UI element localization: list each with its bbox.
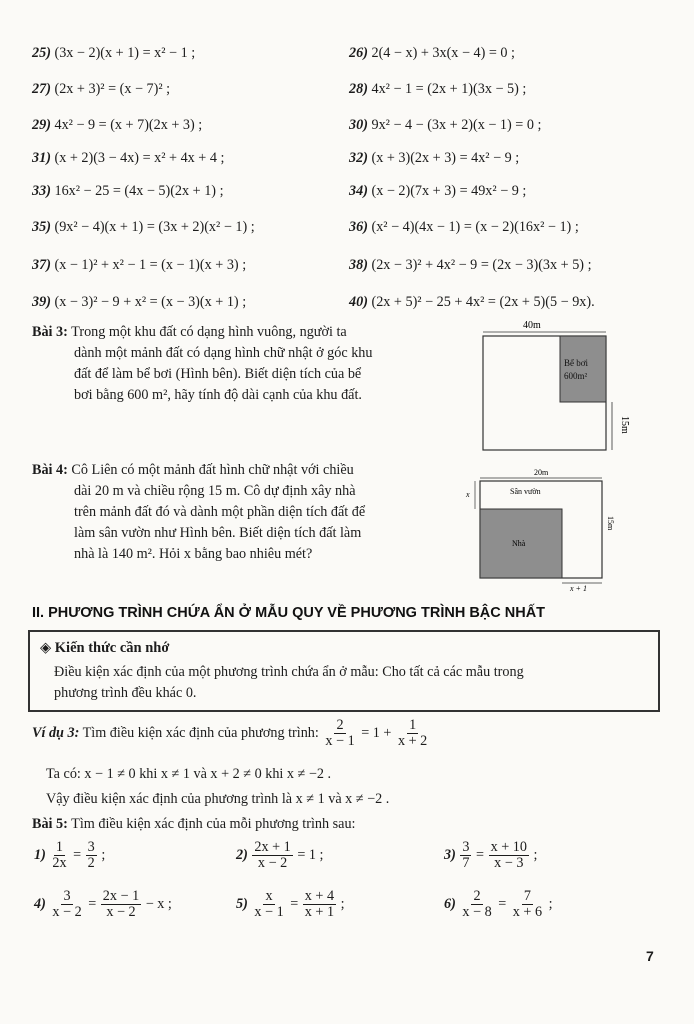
fraction bbox=[252, 840, 292, 871]
equation-item bbox=[349, 150, 519, 167]
numerator: 2x − 1 bbox=[102, 888, 140, 904]
fraction bbox=[101, 889, 141, 920]
diamond-icon: ◈ bbox=[40, 640, 52, 656]
house-figure bbox=[462, 466, 630, 592]
item-number: 1) bbox=[34, 846, 46, 863]
fraction bbox=[460, 889, 493, 920]
example-label: Ví dụ 3: bbox=[32, 724, 80, 741]
knowledge-text bbox=[54, 662, 654, 704]
item-tail: − x ; bbox=[145, 895, 172, 912]
fig-label-side: 15m bbox=[606, 516, 615, 531]
equation-item bbox=[349, 257, 592, 274]
numerator: 7 bbox=[523, 888, 531, 904]
numerator: 3 bbox=[63, 888, 71, 904]
equation-item bbox=[32, 294, 246, 311]
fraction bbox=[86, 840, 97, 871]
page-number: 7 bbox=[646, 948, 654, 964]
equation-text: 2(4 − x) + 3x(x − 4) = 0 ; bbox=[371, 45, 515, 61]
example-line: Vậy điều kiện xác định của phương trình là x ≠ 1 và x ≠ −2 . bbox=[46, 791, 390, 807]
equation-text: 4x² − 9 = (x + 7)(2x + 3) ; bbox=[54, 117, 203, 133]
exercise-text: nhà là 140 m². Hỏi x bằng bao nhiêu mét? bbox=[74, 546, 313, 562]
fig-label-top: 20m bbox=[534, 468, 549, 477]
equation-text: (9x² − 4)(x + 1) = (3x + 2)(x² − 1) ; bbox=[54, 219, 255, 235]
numerator: 3 bbox=[462, 839, 470, 855]
equation-text: 16x² − 25 = (4x − 5)(2x + 1) ; bbox=[54, 183, 224, 199]
item-number: 4) bbox=[34, 895, 46, 912]
denominator: x − 2 bbox=[52, 904, 82, 920]
equation-number: 31) bbox=[32, 150, 51, 166]
equation-number: 28) bbox=[349, 81, 368, 97]
pool-figure bbox=[478, 316, 628, 454]
pool-rect bbox=[560, 336, 606, 402]
fraction bbox=[50, 889, 83, 920]
example-text: Tìm điều kiện xác định của phương trình: bbox=[82, 724, 319, 741]
equation-text: (2x − 3)² + 4x² − 9 = (2x − 3)(3x + 5) ; bbox=[371, 257, 592, 273]
fig-label-top: 40m bbox=[523, 320, 541, 331]
exercise-label: Bài 4: bbox=[32, 462, 68, 478]
denominator: x − 3 bbox=[494, 855, 524, 871]
exercise-5-item: 6) $\frac{2}{x - 8}$ = $\frac{7}{x + 6}$ ; bbox=[444, 888, 553, 920]
equation-item bbox=[32, 257, 246, 274]
exercise-text: dài 20 m và chiều rộng 15 m. Cô dự định xây nhà bbox=[74, 483, 356, 499]
equation-number: 30) bbox=[349, 117, 368, 133]
item-tail: ; bbox=[533, 846, 538, 863]
equation-number: 35) bbox=[32, 219, 51, 235]
exercise-5-item bbox=[236, 840, 323, 871]
equation-item bbox=[32, 150, 224, 167]
exercise-5-item: 3) $\frac{3}{7}$ = $\frac{x + 10}{x - 3}$ ; bbox=[444, 839, 538, 871]
fraction bbox=[50, 840, 68, 871]
equation-item bbox=[32, 45, 195, 62]
knowledge-title: Kiến thức cần nhớ bbox=[54, 640, 170, 656]
exercise-label: Bài 5: bbox=[32, 816, 68, 832]
exercise-5-item: 4) $\frac{3}{x - 2}$ = $\frac{2x - 1}{x - 2}$ − x ; bbox=[34, 888, 172, 920]
equation-number: 37) bbox=[32, 257, 51, 273]
equation-number: 25) bbox=[32, 45, 51, 61]
equation-item bbox=[32, 219, 255, 236]
exercise-5-item: 5) $\frac{x}{x - 1}$ = $\frac{x + 4}{x + 1}$ ; bbox=[236, 888, 345, 920]
equation-item bbox=[32, 183, 224, 200]
numerator: 1 bbox=[409, 717, 417, 733]
equation-text: (2x + 5)² − 25 + 4x² = (2x + 5)(5 − 9x). bbox=[371, 294, 595, 310]
example-3 bbox=[32, 718, 430, 749]
fig-label-side: 15m bbox=[619, 416, 630, 434]
denominator: x − 1 bbox=[325, 733, 355, 749]
exercise-text: dành một mảnh đất có dạng hình chữ nhật ở góc khu bbox=[74, 345, 373, 361]
equation-text: (x + 2)(3 − 4x) = x² + 4x + 4 ; bbox=[54, 150, 225, 166]
equation-item bbox=[349, 183, 526, 200]
exercise-5-item: 1) $\frac{1}{2x}$ = $\frac{3}{2}$ ; bbox=[34, 839, 106, 871]
section-title: II. PHƯƠNG TRÌNH CHỨA ẨN Ở MẪU QUY VỀ PHƯƠNG TRÌNH BẬC NHẤT bbox=[32, 605, 546, 621]
equation-text: (3x − 2)(x + 1) = x² − 1 ; bbox=[54, 45, 196, 61]
equation-number: 38) bbox=[349, 257, 368, 273]
exercise-5 bbox=[32, 814, 355, 835]
numerator: 2x + 1 bbox=[254, 839, 291, 855]
item-tail: ; bbox=[101, 846, 106, 863]
equation-item bbox=[349, 45, 515, 62]
equation-text: (x − 1)² + x² − 1 = (x − 1)(x + 3) ; bbox=[54, 257, 247, 273]
knowledge-box bbox=[28, 630, 660, 712]
equation-item bbox=[32, 117, 202, 134]
equation-item bbox=[32, 81, 170, 98]
equation-item bbox=[349, 294, 595, 311]
item-number: 2) bbox=[236, 846, 248, 863]
item-tail: ; bbox=[340, 895, 345, 912]
equation-text: (x − 3)² − 9 + x² = (x − 3)(x + 1) ; bbox=[54, 294, 247, 310]
exercise-3 bbox=[32, 322, 462, 406]
numerator: x + 10 bbox=[490, 839, 527, 855]
house-label: Nhà bbox=[512, 539, 526, 548]
equation-number: 39) bbox=[32, 294, 51, 310]
garden-label: Sân vườn bbox=[510, 487, 541, 496]
fraction bbox=[303, 889, 336, 920]
denominator: x − 2 bbox=[257, 855, 288, 871]
equation-text: 4x² − 1 = (2x + 1)(3x − 5) ; bbox=[371, 81, 527, 97]
equation-item bbox=[349, 81, 526, 98]
item-number: 3) bbox=[444, 846, 456, 863]
equation-number: 29) bbox=[32, 117, 51, 133]
equation-number: 27) bbox=[32, 81, 51, 97]
equation-text: (x² − 4)(4x − 1) = (x − 2)(16x² − 1) ; bbox=[371, 219, 579, 235]
pool-label: Bể bơi bbox=[564, 358, 589, 368]
equation-text: (x + 3)(2x + 3) = 4x² − 9 ; bbox=[371, 150, 520, 166]
numerator: 2 bbox=[473, 888, 481, 904]
pool-area: 600m² bbox=[564, 371, 588, 381]
example-line: Ta có: x − 1 ≠ 0 khi x ≠ 1 và x + 2 ≠ 0 khi x ≠ −2 . bbox=[46, 766, 332, 782]
exercise-text: đất để làm bể bơi (Hình bên). Biết diện tích của bể bbox=[74, 366, 362, 382]
numerator: 1 bbox=[55, 839, 64, 855]
fraction bbox=[323, 718, 356, 749]
numerator: x + 4 bbox=[304, 888, 335, 904]
equation-number: 32) bbox=[349, 150, 368, 166]
denominator: 2 bbox=[87, 855, 95, 871]
denominator: x − 8 bbox=[462, 904, 492, 920]
exercise-text: bơi bằng 600 m², hãy tính độ dài cạnh của khu đất. bbox=[74, 387, 362, 403]
exercise-label: Bài 3: bbox=[32, 324, 68, 340]
numerator: 3 bbox=[87, 839, 95, 855]
knowledge-title-row bbox=[40, 639, 169, 657]
exercise-text: trên mảnh đất đó và dành một phần diện tích đất để bbox=[74, 504, 366, 520]
exercise-text: Tìm điều kiện xác định của mỗi phương trình sau: bbox=[71, 816, 356, 832]
denominator: x + 2 bbox=[397, 733, 428, 749]
equation-text: 9x² − 4 − (3x + 2)(x − 1) = 0 ; bbox=[371, 117, 542, 133]
exercise-text: Trong một khu đất có dạng hình vuông, người ta bbox=[71, 324, 347, 340]
denominator: x + 1 bbox=[304, 904, 335, 920]
equation-item bbox=[349, 117, 541, 134]
fraction bbox=[252, 889, 285, 920]
item-tail: ; bbox=[548, 895, 553, 912]
exercise-text: Cô Liên có một mảnh đất hình chữ nhật với chiều bbox=[71, 462, 354, 478]
denominator: 2x bbox=[52, 855, 67, 871]
numerator: x bbox=[265, 888, 273, 904]
exercise-4 bbox=[32, 460, 462, 565]
knowledge-line: phương trình đều khác 0. bbox=[54, 685, 197, 701]
equation-number: 36) bbox=[349, 219, 368, 235]
item-number: 5) bbox=[236, 895, 248, 912]
fraction bbox=[489, 840, 529, 871]
equation-text: (2x + 3)² = (x − 7)² ; bbox=[54, 81, 171, 97]
exercise-text: làm sân vườn như Hình bên. Biết diện tích đất làm bbox=[74, 525, 362, 541]
fraction bbox=[460, 840, 471, 871]
equation-number: 26) bbox=[349, 45, 368, 61]
item-tail: = 1 ; bbox=[297, 846, 324, 863]
fig-label-x: x bbox=[466, 490, 470, 499]
equation-item bbox=[349, 219, 579, 236]
item-number: 6) bbox=[444, 895, 456, 912]
fraction bbox=[511, 889, 544, 920]
denominator: x − 2 bbox=[106, 904, 136, 920]
denominator: x − 1 bbox=[254, 904, 284, 920]
denominator: 7 bbox=[462, 855, 470, 871]
equation-number: 34) bbox=[349, 183, 368, 199]
equation-number: 33) bbox=[32, 183, 51, 199]
knowledge-line: Điều kiện xác định của một phương trình chứa ẩn ở mẫu: Cho tất cả các mẫu trong bbox=[54, 664, 524, 680]
denominator: x + 6 bbox=[512, 904, 543, 920]
numerator: 2 bbox=[336, 717, 344, 733]
equation-text: (x − 2)(7x + 3) = 49x² − 9 ; bbox=[371, 183, 527, 199]
fig-label-xplus: x + 1 bbox=[570, 584, 587, 593]
equation-mid: = 1 + bbox=[361, 724, 392, 741]
equation-number: 40) bbox=[349, 294, 368, 310]
fraction bbox=[396, 718, 429, 749]
